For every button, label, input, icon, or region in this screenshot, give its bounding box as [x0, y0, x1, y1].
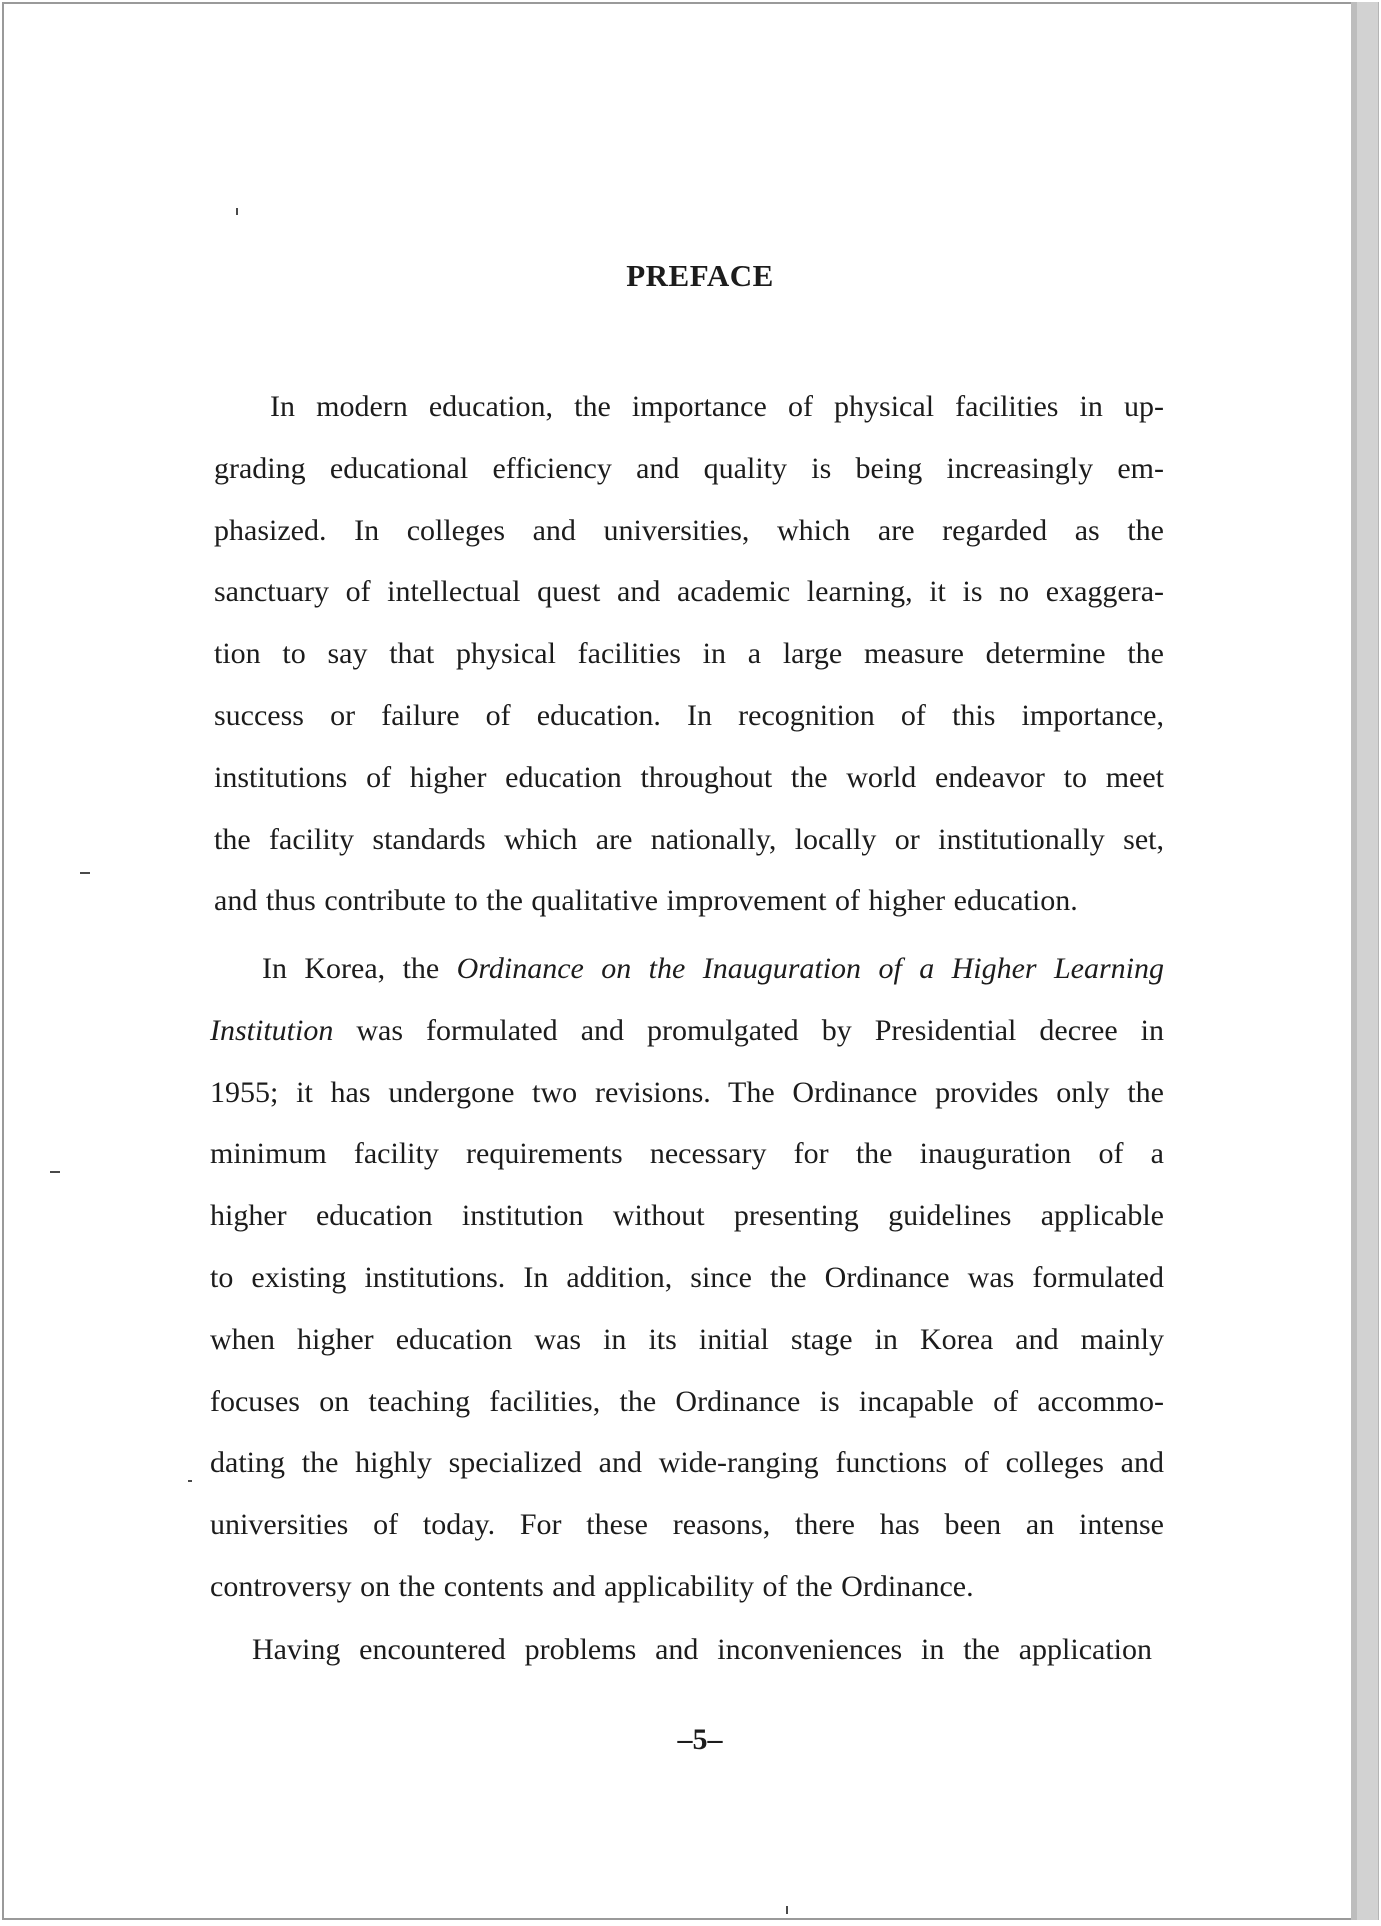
text-line [210, 1000, 1164, 1062]
text-line [210, 938, 1164, 1000]
scan-speck [80, 872, 90, 874]
text-line: to existing institutions. In addition, since the Ordinance was formulated [210, 1260, 1164, 1294]
text-line: phasized. In colleges and universities, which are regarded as the [214, 513, 1164, 547]
text-line: the facility standards which are nationally, locally or institutionally set, [214, 822, 1164, 856]
text-line: higher education institution without presenting guidelines applicable [210, 1199, 1164, 1233]
scan-speck [786, 1906, 788, 1914]
text-line: focuses on teaching facilities, the Ordinance is incapable of accommo- [210, 1384, 1164, 1418]
text-line: grading educational efficiency and quality is being increasingly em- [214, 451, 1164, 485]
text-line: In modern education, the importance of physical facilities in up- [270, 390, 1164, 423]
ordinance-title-italic: Ordinance on the Inauguration of a Higher Learning [456, 952, 1165, 985]
text-line: success or failure of education. In recognition of this importance, [214, 698, 1164, 732]
text-run: In Korea, the [262, 952, 457, 985]
text-line: dating the highly specialized and wide-ranging functions of colleges and [210, 1446, 1164, 1480]
text-run: was formulated and promulgated by Presidential decree in [333, 1013, 1164, 1047]
text-line: and thus contribute to the qualitative improvement of higher education. [214, 884, 1078, 918]
text-line: tion to say that physical facilities in a large measure determine the [214, 637, 1164, 671]
paragraph-2 [210, 938, 1164, 1618]
page-number: –5– [677, 1723, 723, 1756]
ordinance-title-italic: Institution [210, 1013, 334, 1047]
page-title: PREFACE [626, 258, 774, 293]
paragraph-3 [252, 1619, 1152, 1681]
scan-speck [50, 1171, 60, 1173]
text-line: controversy on the contents and applicability of the Ordinance. [210, 1569, 974, 1603]
paragraph-1 [214, 376, 1164, 932]
text-line: Having encountered problems and inconveniences in the application [252, 1633, 1152, 1666]
scan-speck [188, 1480, 192, 1482]
text-line: 1955; it has undergone two revisions. The Ordinance provides only the [210, 1075, 1164, 1109]
text-line: universities of today. For these reasons, there has been an intense [210, 1508, 1164, 1542]
text-line: sanctuary of intellectual quest and academic learning, it is no exaggera- [214, 575, 1164, 609]
text-line: when higher education was in its initial stage in Korea and mainly [210, 1322, 1164, 1356]
scan-speck [236, 208, 238, 215]
text-line: institutions of higher education throughout the world endeavor to meet [214, 760, 1164, 794]
text-line: minimum facility requirements necessary for the inauguration of a [210, 1137, 1164, 1171]
